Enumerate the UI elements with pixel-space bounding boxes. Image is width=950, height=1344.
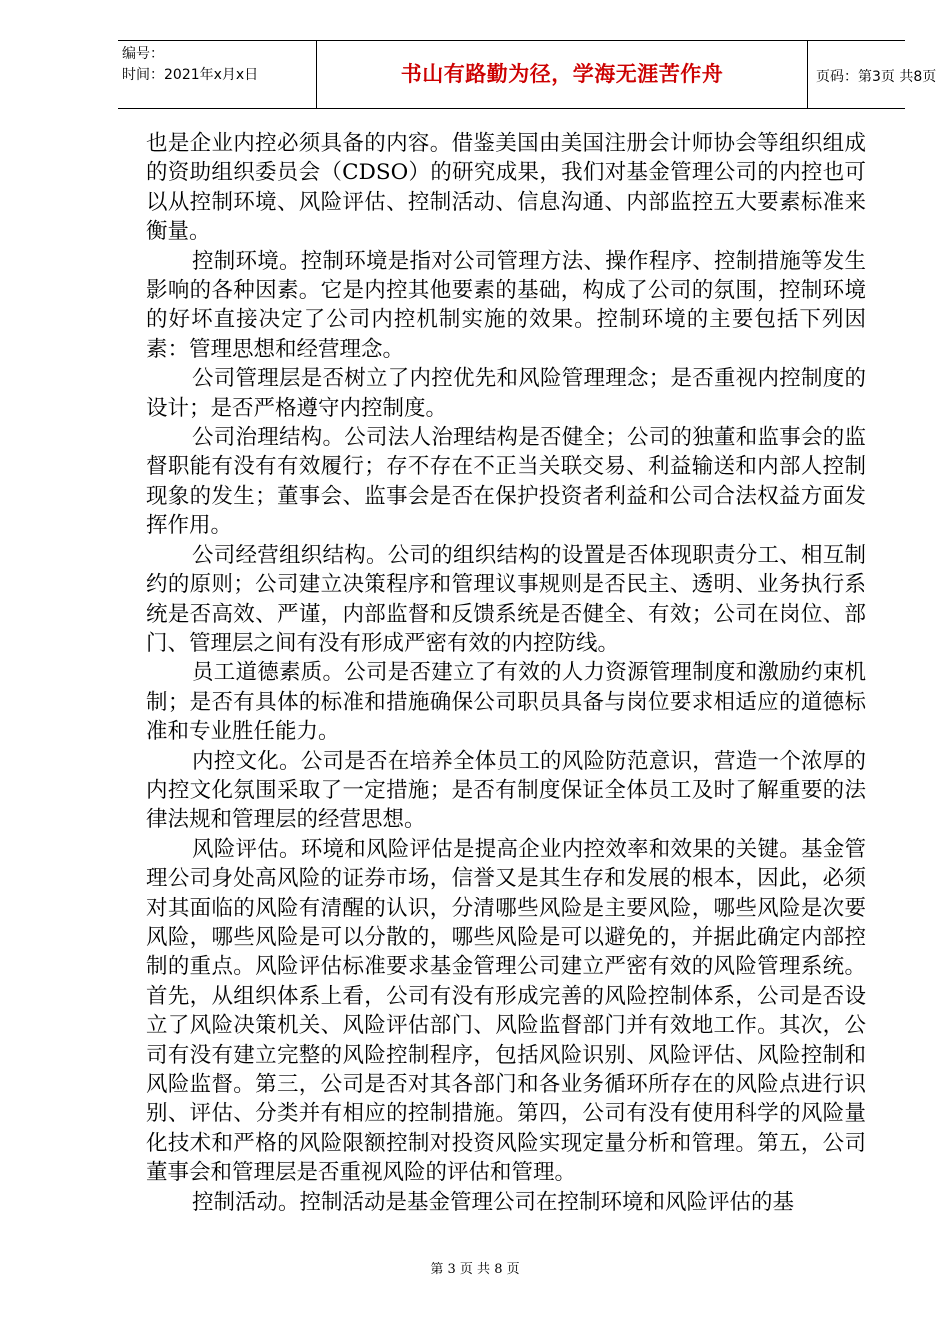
page-footer: 第 3 页 共 8 页 [430, 1262, 520, 1277]
header-motto-cell [316, 41, 808, 108]
paragraph: 也是企业内控必须具备的内容。借鉴美国由美国注册会计师协会等组织组成的资助组织委员会（CDSO）的研究成果，我们对基金管理公司的内控也可以从控制环境、风险评估、控制活动、信息沟通、内部监控五大要素标准来衡量。 [146, 131, 866, 245]
paragraph: 公司治理结构。公司法人治理结构是否健全；公司的独董和监事会的监督职能有没有有效履行；存不存在不正当关联交易、利益输送和内部人控制现象的发生；董事会、监事会是否在保护投资者利益和公司合法权益方面发挥作用。 [146, 425, 866, 539]
time-label: 时间：2021年x月x日 [122, 67, 259, 83]
paragraph: 内控文化。公司是否在培养全体员工的风险防范意识，营造一个浓厚的内控文化氛围采取了一定措施；是否有制度保证全体员工及时了解重要的法律法规和管理层的经营思想。 [146, 748, 866, 833]
paragraph: 员工道德素质。公司是否建立了有效的人力资源管理制度和激励约束机制；是否有具体的标准和措施确保公司职员具备与岗位要求相适应的道德标准和专业胜任能力。 [146, 660, 866, 745]
paragraph: 风险评估。环境和风险评估是提高企业内控效率和效果的关键。基金管理公司身处高风险的证券市场，信誉又是其生存和发展的根本，因此，必须对其面临的风险有清醒的认识，分清哪些风险是主要风险，哪些风险是次要风险，哪些风险是可以分散的，哪些风险是可以避免的，并据此确定内部控制的重点。风险评估标准要求基金管理公司建立严密有效的风险管理系统。首先，从组织体系上看，公司有没有形成完善的风险控制体系，公司是否设立了风险决策机关、风险评估部门、风险监督部门并有效地工作。其次，公司有没有建立完整的风险控制程序，包括风险识别、风险评估、风险控制和风险监督。第三，公司是否对其各部门和各业务循环所存在的风险点进行识别、评估、分类并有相应的控制措施。第四，公司有没有使用科学的风险量化技术和严格的风险限额控制对投资风险实现定量分析和管理。第五，公司董事会和管理层是否重视风险的评估和管理。 [146, 836, 866, 1186]
page-header [118, 40, 937, 109]
header-page-info: 页码：第3页 共8页 [816, 69, 937, 85]
paragraph: 公司经营组织结构。公司的组织结构的设置是否体现职责分工、相互制约的原则；公司建立决策程序和管理议事规则是否民主、透明、业务执行系统是否高效、严谨，内部监督和反馈系统是否健全、有效；公司在岗位、部门、管理层之间有没有形成严密有效的内控防线。 [146, 542, 866, 656]
paragraph: 控制活动。控制活动是基金管理公司在控制环境和风险评估的基 [192, 1189, 795, 1215]
number-label: 编号： [122, 46, 164, 62]
paragraph: 控制环境。控制环境是指对公司管理方法、操作程序、控制措施等发生影响的各种因素。它是内控其他要素的基础，构成了公司的氛围，控制环境的好坏直接决定了公司内控机制实施的效果。控制环境的主要包括下列因素：管理思想和经营理念。 [146, 248, 866, 362]
document-body [146, 129, 866, 1217]
paragraph: 公司管理层是否树立了内控优先和风险管理理念；是否重视内控制度的设计；是否严格遵守内控制度。 [146, 366, 866, 421]
header-motto: 书山有路勤为径，学海无涯苦作舟 [400, 62, 724, 86]
header-meta [118, 41, 316, 108]
